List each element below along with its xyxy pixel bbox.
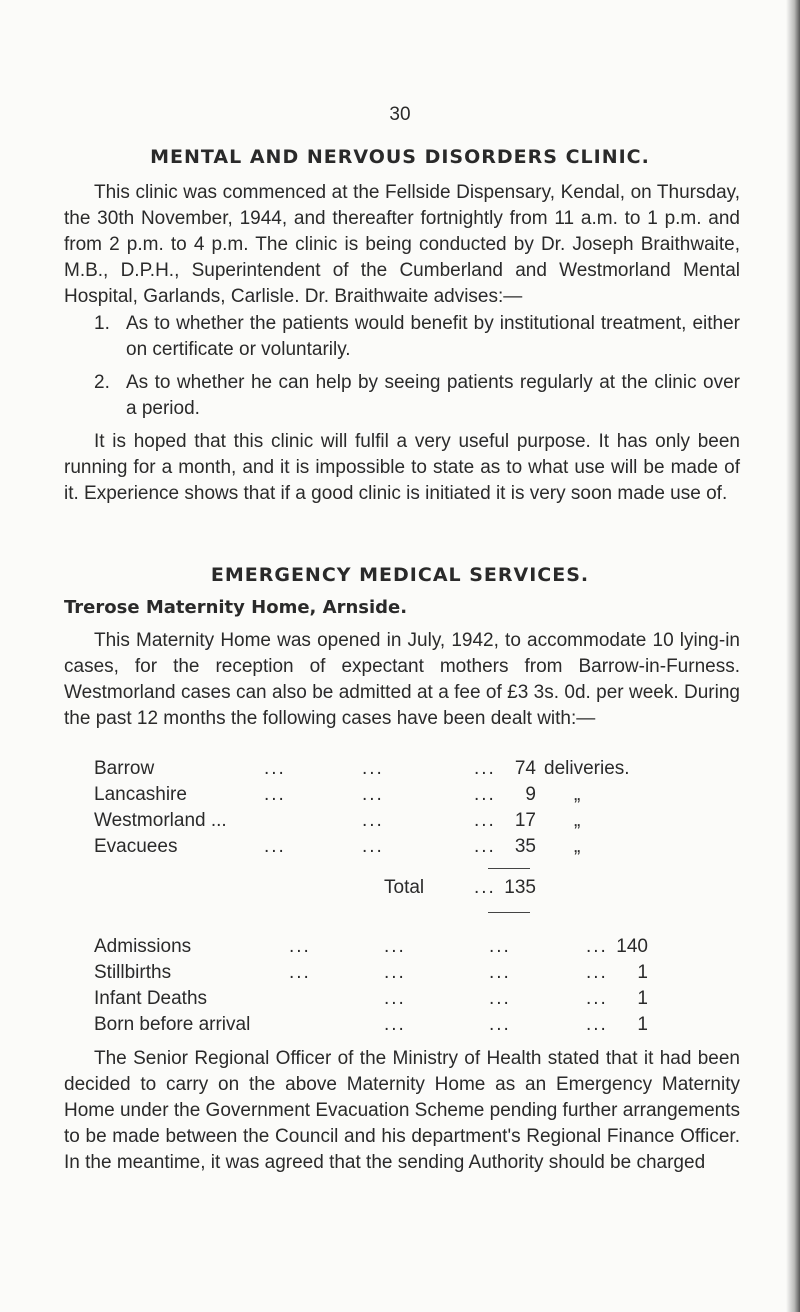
leader-dots: ... xyxy=(586,936,608,957)
total-rule-bottom xyxy=(488,912,530,913)
leader-dots: ... xyxy=(384,1014,406,1035)
list-item-text: As to whether the patients would benefit by institutional treatment, either on certificate or voluntarily. xyxy=(126,313,740,360)
leader-dots: ... xyxy=(586,962,608,983)
list-item-number: 2. xyxy=(94,372,110,393)
total-label: Total xyxy=(384,877,425,898)
leader-dots: ... xyxy=(264,836,286,857)
row-value: 17 xyxy=(514,810,536,831)
subheading-trerose-home: Trerose Maternity Home, Arnside. xyxy=(64,597,408,618)
list-item xyxy=(94,311,740,363)
leader-dots: ... xyxy=(384,988,406,1009)
leader-dots: ... xyxy=(362,836,384,857)
leader-dots: ... xyxy=(289,936,311,957)
table-row xyxy=(94,986,734,1012)
row-label: Lancashire xyxy=(94,784,187,805)
table-row xyxy=(94,834,734,860)
total-value: 135 xyxy=(504,877,536,898)
paragraph-clinic-intro: This clinic was commenced at the Fellside Dispensary, Kendal, on Thursday, the 30th November, 1944, and thereafter fortnightly from 11 a.m. to 1 p.m. and from 2 p.m. to 4 p.m. The clinic is being conducted by Dr. Joseph Braithwaite, M.B., D.P.H., Superintendent of the Cumberland and Westmorland Mental Hospital, Garlands, Carlisle. Dr. Braithwaite advises:— xyxy=(64,182,740,307)
table-row xyxy=(94,782,734,808)
leader-dots: ... xyxy=(264,758,286,779)
row-value: 35 xyxy=(514,836,536,857)
page-edge-shadow xyxy=(786,0,800,1312)
table-row xyxy=(94,808,734,834)
table-row xyxy=(94,934,734,960)
total-row xyxy=(94,875,734,901)
row-value: 74 xyxy=(514,758,536,779)
list-item xyxy=(94,370,740,422)
leader-dots: ... xyxy=(362,758,384,779)
leader-dots: ... xyxy=(586,1014,608,1035)
row-unit: „ xyxy=(574,810,581,831)
paragraph-maternity-intro: This Maternity Home was opened in July, 1942, to accommodate 10 lying-in cases, for the reception of expectant mothers from Barrow-in-Furness. Westmorland cases can also be admitted at a fee of £3 3s. 0d. per week. During the past 12 months the following cases have been dealt with:— xyxy=(64,630,740,729)
row-unit: deliveries. xyxy=(544,758,630,779)
row-value: 1 xyxy=(637,988,648,1009)
row-label: Barrow xyxy=(94,758,155,779)
leader-dots: ... xyxy=(384,936,406,957)
total-rule-top xyxy=(488,868,530,869)
leader-dots: ... xyxy=(362,784,384,805)
list-item-number: 1. xyxy=(94,313,110,334)
row-unit: „ xyxy=(574,836,581,857)
leader-dots: ... xyxy=(489,1014,511,1035)
row-label: Born before arrival xyxy=(94,1014,251,1035)
leader-dots: ... xyxy=(489,936,511,957)
row-value: 9 xyxy=(525,784,536,805)
leader-dots: ... xyxy=(489,962,511,983)
page-number: 30 xyxy=(389,104,411,125)
leader-dots: ... xyxy=(362,810,384,831)
row-label: Westmorland ... xyxy=(94,810,227,831)
row-label: Evacuees xyxy=(94,836,178,857)
leader-dots: ... xyxy=(289,962,311,983)
section-title-emergency-services: EMERGENCY MEDICAL SERVICES. xyxy=(210,564,590,586)
row-label: Infant Deaths xyxy=(94,988,208,1009)
paragraph-maternity-closing: The Senior Regional Officer of the Ministry of Health stated that it had been decided to carry on the above Maternity Home as an Emergency Maternity Home under the Government Evacuation Scheme pending further arrangements to be made between the Council and his department's Regional Finance Officer. In the meantime, it was agreed that the sending Authority should be charged xyxy=(64,1048,740,1173)
table-row xyxy=(94,756,734,782)
row-value: 1 xyxy=(637,1014,648,1035)
table-row xyxy=(94,960,734,986)
paragraph-clinic-closing: It is hoped that this clinic will fulfil a very useful purpose. It has only been running for a month, and it is impossible to state as to what use will be made of it. Experience shows that if a good clinic is initiated it is very soon made use of. xyxy=(64,431,740,504)
row-unit: „ xyxy=(574,784,581,805)
section-title-mental-clinic: MENTAL AND NERVOUS DISORDERS CLINIC. xyxy=(150,146,650,168)
leader-dots: ... xyxy=(474,758,496,779)
leader-dots: ... xyxy=(474,784,496,805)
leader-dots: ... xyxy=(586,988,608,1009)
row-value: 1 xyxy=(637,962,648,983)
list-item-text: As to whether he can help by seeing patients regularly at the clinic over a period. xyxy=(126,372,740,419)
table-row xyxy=(94,1012,734,1038)
leader-dots: ... xyxy=(474,877,496,898)
leader-dots: ... xyxy=(489,988,511,1009)
row-label: Stillbirths xyxy=(94,962,172,983)
leader-dots: ... xyxy=(264,784,286,805)
leader-dots: ... xyxy=(384,962,406,983)
row-value: 140 xyxy=(616,936,648,957)
leader-dots: ... xyxy=(474,810,496,831)
row-label: Admissions xyxy=(94,936,192,957)
leader-dots: ... xyxy=(474,836,496,857)
